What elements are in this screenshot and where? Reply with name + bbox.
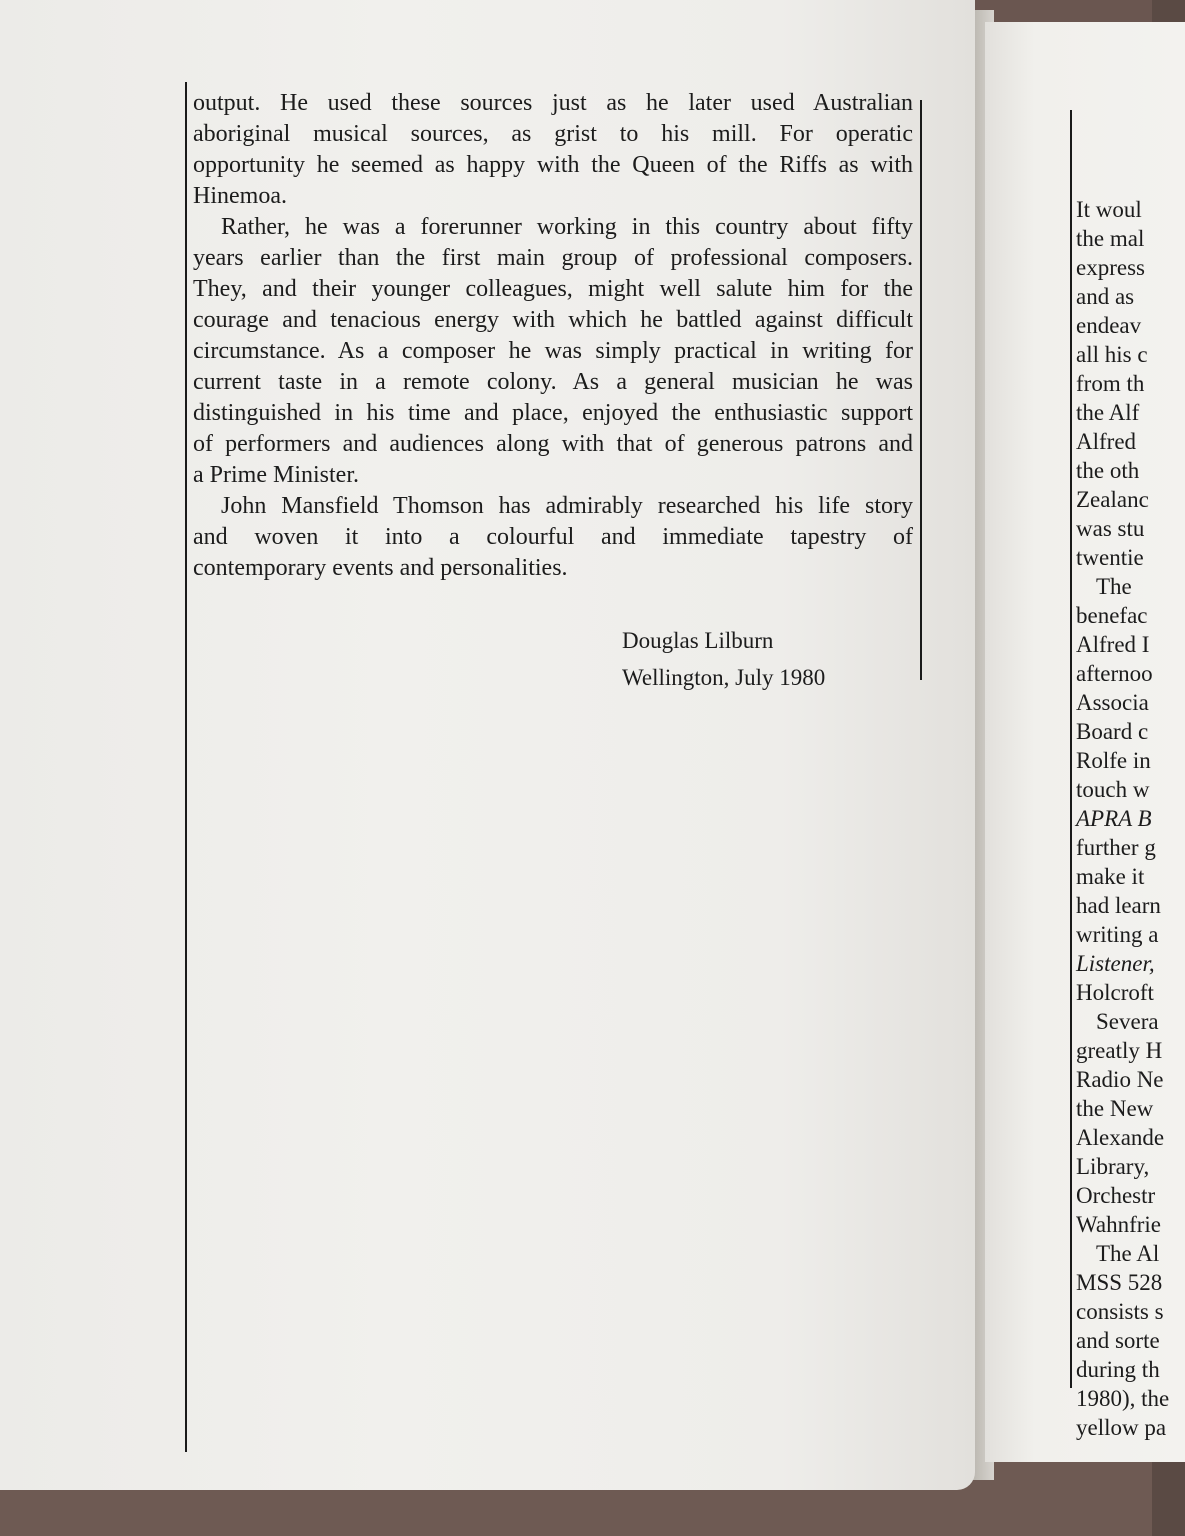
right-text-line: had learn <box>1076 893 1161 918</box>
paragraph-1 <box>193 88 913 212</box>
right-text-line: Wahnfrie <box>1076 1212 1161 1237</box>
text-line: John Mansfield Thomson has admirably researched his life story <box>221 493 913 519</box>
right-text-line: The Al <box>1096 1241 1160 1266</box>
right-text-line: the mal <box>1076 226 1145 251</box>
right-text-line: consists s <box>1076 1299 1164 1324</box>
right-text-line: APRA B <box>1076 806 1152 831</box>
text-line: current taste in a remote colony. As a general musician he was <box>193 369 913 395</box>
text-line: aboriginal musical sources, as grist to his mill. For operatic <box>193 121 913 147</box>
text-line: courage and tenacious energy with which he battled against difficult <box>193 307 913 333</box>
right-text-line: The <box>1096 574 1132 599</box>
right-text-line: greatly H <box>1076 1038 1163 1063</box>
text-line: output. He used these sources just as he later used Australian <box>193 90 913 116</box>
right-text-line: twentie <box>1076 545 1144 570</box>
text-line: circumstance. As a composer he was simply practical in writing for <box>193 338 913 364</box>
text-line: Rather, he was a forerunner working in this country about fifty <box>221 214 913 240</box>
signature-name: Douglas Lilburn <box>622 628 774 653</box>
margin-rule-right <box>920 100 922 680</box>
right-text-line: Rolfe in <box>1076 748 1151 773</box>
right-text-line: Alfred <box>1076 429 1137 454</box>
right-text-line: touch w <box>1076 777 1150 802</box>
paragraph-2 <box>193 212 913 491</box>
text-line: a Prime Minister. <box>193 462 359 488</box>
right-text-line: and sorte <box>1076 1328 1160 1353</box>
right-text-line: yellow pa <box>1076 1415 1167 1440</box>
right-text-line: the New <box>1076 1096 1154 1121</box>
right-text-line: 1980), the <box>1076 1386 1170 1411</box>
right-text-line: benefac <box>1076 603 1148 628</box>
signature-place-date: Wellington, July 1980 <box>622 665 826 690</box>
right-text-line: Alexande <box>1076 1125 1165 1150</box>
foreword-text <box>193 88 913 584</box>
right-text-line: from th <box>1076 371 1145 396</box>
text-line: years earlier than the first main group of professional composers. <box>193 245 913 271</box>
right-page-text <box>1076 195 1169 1442</box>
right-text-line: It woul <box>1076 197 1142 222</box>
right-text-line: the Alf <box>1076 400 1140 425</box>
right-text-line: Board c <box>1076 719 1149 744</box>
paragraph-3 <box>193 491 913 584</box>
right-text-line: endeav <box>1076 313 1142 338</box>
text-line: and woven it into a colourful and immediate tapestry of <box>193 524 913 550</box>
right-text-line: make it <box>1076 864 1145 889</box>
text-line: distinguished in his time and place, enjoyed the enthusiastic support <box>193 400 913 426</box>
right-text-line: Listener, <box>1076 951 1155 976</box>
right-text-line: Alfred I <box>1076 632 1150 657</box>
text-line: opportunity he seemed as happy with the Queen of the Riffs as with <box>193 152 913 178</box>
text-line: contemporary events and personalities. <box>193 555 568 581</box>
margin-rule-left <box>185 82 187 1452</box>
right-text-line: Zealanc <box>1076 487 1149 512</box>
right-text-line: Associa <box>1076 690 1149 715</box>
right-text-line: writing a <box>1076 922 1159 947</box>
text-line: They, and their younger colleagues, might well salute him for the <box>193 276 913 302</box>
right-text-line: Radio Ne <box>1076 1067 1164 1092</box>
right-text-line: Library, <box>1076 1154 1150 1179</box>
right-text-line: afternoo <box>1076 661 1153 686</box>
text-line: of performers and audiences along with that of generous patrons and <box>193 431 913 457</box>
text-line: Hinemoa. <box>193 183 287 209</box>
right-text-line: Orchestr <box>1076 1183 1156 1208</box>
right-text-line: Severa <box>1096 1009 1159 1034</box>
right-text-line: was stu <box>1076 516 1145 541</box>
right-page-margin-rule <box>1070 110 1072 1388</box>
right-text-line: express <box>1076 255 1145 280</box>
right-text-line: and as <box>1076 284 1135 309</box>
right-text-line: the oth <box>1076 458 1140 483</box>
right-text-line: MSS 528 <box>1076 1270 1163 1295</box>
right-text-line: Holcroft <box>1076 980 1154 1005</box>
right-text-line: all his c <box>1076 342 1148 367</box>
right-text-line: during th <box>1076 1357 1160 1382</box>
right-text-line: further g <box>1076 835 1156 860</box>
